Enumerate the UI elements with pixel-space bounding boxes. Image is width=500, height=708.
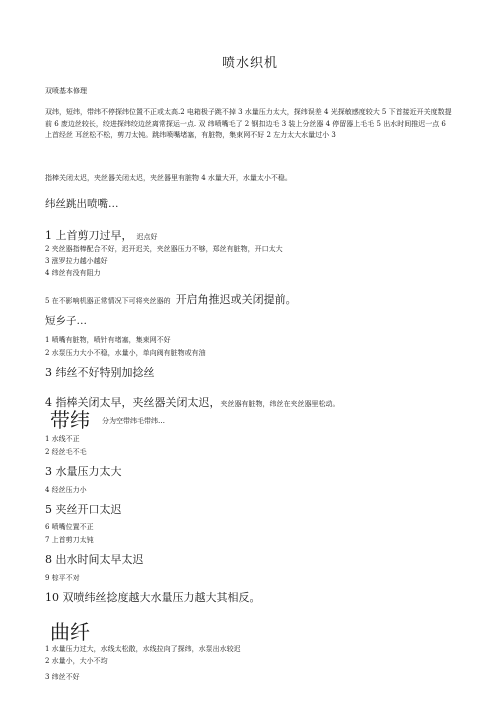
weft-jump-item-5-large: 开启角推迟或关闭提前。 — [175, 293, 297, 306]
weft-carry-item-1: 1 水线不正 — [45, 435, 80, 443]
weft-carry-heading-text: 带纬 — [50, 408, 90, 432]
weft-jump-item-5-small: 5 在不影响机器正常情况下可将夹丝器的 — [45, 297, 171, 305]
weft-carry-item-7: 7 上首剪刀太钝 — [45, 536, 94, 544]
weft-stop-line: 指棒关闭太迟，夹丝器关闭太迟，夹丝器里有脏物 4 水量大开，水量太小不稳。 — [45, 174, 292, 182]
curved-weft-item-1: 1 水量压力过大，水线太松散，水线拉向了探纬，水泵出水较迟 — [45, 645, 241, 653]
weft-carry-item-10: 10 双喷纬丝捻度越大水量压力越大其相反。 — [45, 591, 261, 604]
weft-carry-item-2: 2 经丝毛不毛 — [45, 448, 87, 456]
weft-carry-item-4: 4 经丝压力小 — [45, 486, 87, 494]
curved-weft-item-3: 3 纬丝不好 — [45, 673, 80, 681]
weft-carry-item-9: 9 棕平不对 — [45, 574, 80, 582]
weft-carry-item-6: 6 喷嘴位置不正 — [45, 523, 94, 531]
document-title: 喷水织机 — [221, 56, 278, 71]
weft-carry-item-8: 8 出水时间太早太迟 — [45, 553, 144, 566]
weft-carry-item-5: 5 夹丝开口太迟 — [45, 503, 122, 516]
weft-jump-item-4: 4 纬丝有没有阻力 — [45, 269, 101, 277]
short-weft-item-1: 1 喷嘴有脏物，喷针有堵塞，集束网不好 — [45, 336, 171, 344]
short-weft-item-3: 3 纬丝不好特别加捻丝 — [45, 366, 155, 379]
weft-jump-item-1-note: 迟点好 — [136, 233, 158, 241]
weft-jump-item-5 — [45, 288, 297, 307]
section-heading-weft-carry — [50, 404, 165, 433]
short-weft-item-4-main: 4 指棒关闭太早，夹丝器关闭太迟， — [45, 396, 221, 409]
weft-jump-item-2: 2 夹丝器指棒配合不好，迟开迟关，夹丝器压力不够，郑丝有脏物，开口太大 — [45, 245, 283, 253]
short-weft-item-2: 2 水泵压力大小不稳，水量小，单向阀有脏物或有油 — [45, 349, 206, 357]
weft-jump-item-1 — [45, 224, 158, 243]
weft-jump-item-3: 3 涨罗拉力越小越好 — [45, 257, 108, 265]
section-heading-short-weft: 短乡子… — [45, 315, 87, 327]
short-weft-item-4-note: 夹丝器有脏物，纬丝在夹丝器里松动。 — [220, 400, 340, 408]
intro-paragraph: 双纬，短纬，带纬不停探纬位置不正或太高.2 电箱极子跳不掉 3 水量压力太大，探纬误差 4 光探敏感度较大 5 下首接近开关度数提前 6 废边丝较长，绞进探纬绞边丝离常探运一点. 双 纬喷嘴毛了 2 钢扣边毛 3 装上分丝器 4 停留器上毛毛 5 出水时间推迟一点 6 上首经丝 耳丝松不松，剪刀太钝。跳纬喷嘴堵塞，有脏物，集束网不好 2 左力太大水量过小 3 — [45, 108, 452, 140]
weft-carry-item-3: 3 水量压力太大 — [45, 465, 122, 478]
weft-jump-item-1-main: 1 上首剪刀过早， — [45, 229, 133, 242]
section-heading-weft-jump: 纬丝跳出喷嘴… — [45, 198, 119, 210]
curved-weft-item-2: 2 水量小，大小不均 — [45, 657, 108, 665]
section-heading-curved-weft: 曲纤 — [50, 620, 90, 644]
document-subtitle: 双喷基本修理 — [45, 87, 87, 95]
weft-carry-heading-note: 分为空带纬毛带纬… — [102, 417, 165, 425]
